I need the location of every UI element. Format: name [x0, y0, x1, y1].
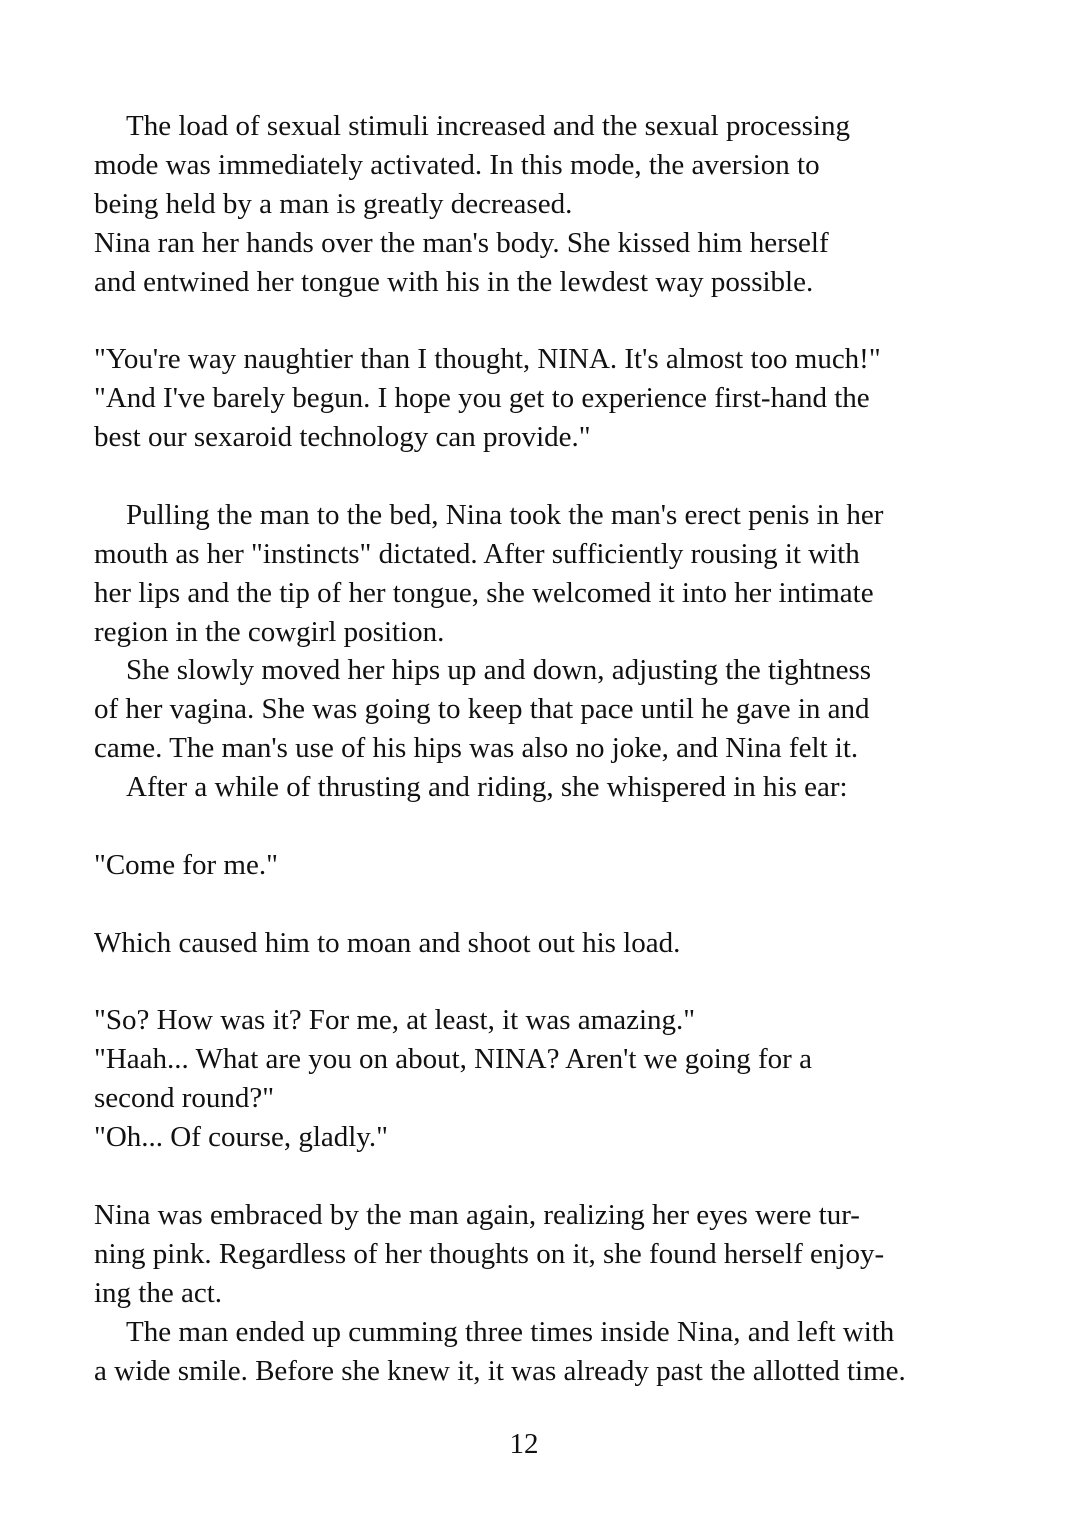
- text-line: "So? How was it? For me, at least, it was amazing.": [94, 1004, 696, 1037]
- blank-line: [94, 301, 1014, 340]
- text-line: and entwined her tongue with his in the lewdest way possible.: [94, 265, 814, 298]
- text-line: "Haah... What are you on about, NINA? Aren't we going for a: [94, 1043, 812, 1076]
- blank-line: [94, 963, 1014, 1002]
- page-number: 12: [509, 1428, 539, 1460]
- text-line: region in the cowgirl position.: [94, 615, 445, 648]
- text-line: "Oh... Of course, gladly.": [94, 1121, 389, 1154]
- text-line: being held by a man is greatly decreased.: [94, 187, 573, 220]
- text-line: second round?": [94, 1082, 275, 1115]
- page-body-text: [94, 107, 1014, 1390]
- text-line: a wide smile. Before she knew it, it was already past the allotted time.: [94, 1354, 906, 1387]
- text-line: Nina ran her hands over the man's body. She kissed him herself: [94, 226, 829, 259]
- blank-line: [94, 457, 1014, 496]
- text-line: "Come for me.": [94, 848, 278, 881]
- text-line: her lips and the tip of her tongue, she welcomed it into her intimate: [94, 576, 874, 609]
- text-line: Nina was embraced by the man again, realizing her eyes were tur-: [94, 1198, 860, 1231]
- text-line: "You're way naughtier than I thought, NINA. It's almost too much!": [94, 343, 881, 376]
- text-line: The man ended up cumming three times inside Nina, and left with: [126, 1315, 895, 1348]
- text-line: She slowly moved her hips up and down, adjusting the tightness: [126, 654, 872, 687]
- text-line: of her vagina. She was going to keep that pace until he gave in and: [94, 693, 870, 726]
- text-line: mouth as her "instincts" dictated. After sufficiently rousing it with: [94, 537, 860, 570]
- text-line: best our sexaroid technology can provide.": [94, 421, 591, 454]
- text-line: came. The man's use of his hips was also no joke, and Nina felt it.: [94, 732, 859, 765]
- blank-line: [94, 885, 1014, 924]
- blank-line: [94, 807, 1014, 846]
- text-line: After a while of thrusting and riding, she whispered in his ear:: [126, 771, 848, 804]
- text-line: ning pink. Regardless of her thoughts on it, she found herself enjoy-: [94, 1237, 885, 1270]
- blank-line: [94, 1157, 1014, 1196]
- text-line: ing the act.: [94, 1276, 223, 1309]
- text-line: "And I've barely begun. I hope you get to experience first-hand the: [94, 382, 870, 415]
- text-line: Pulling the man to the bed, Nina took the man's erect penis in her: [126, 498, 884, 531]
- text-line: Which caused him to moan and shoot out his load.: [94, 926, 681, 959]
- text-line: The load of sexual stimuli increased and the sexual processing: [126, 110, 850, 142]
- text-line: mode was immediately activated. In this mode, the aversion to: [94, 148, 820, 181]
